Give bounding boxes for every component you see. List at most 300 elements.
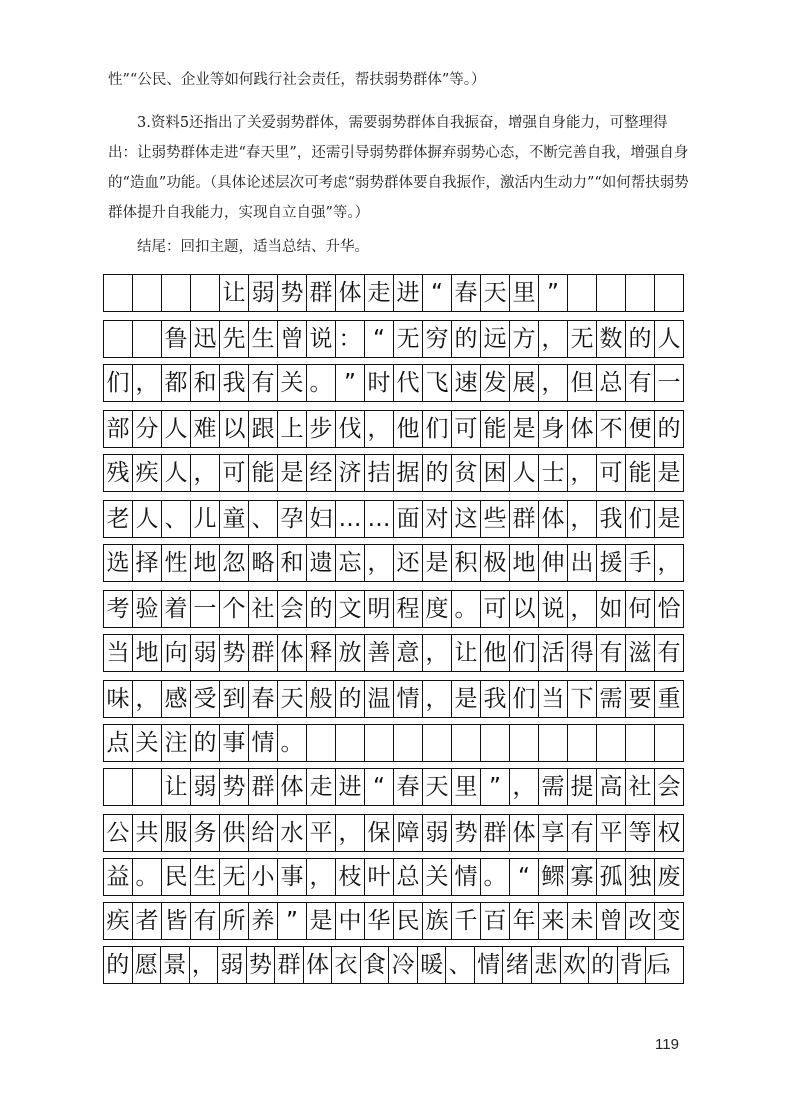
grid-cell: 有 xyxy=(249,365,278,401)
grid-cell: 养 xyxy=(249,903,278,939)
grid-cell: 、 xyxy=(249,501,278,537)
grid-row xyxy=(103,590,684,628)
grid-cell xyxy=(423,725,452,761)
grid-cell: 些 xyxy=(481,501,510,537)
grid-cell: 高 xyxy=(597,769,626,805)
grid-cell: 发 xyxy=(481,365,510,401)
grid-cell: 势 xyxy=(452,815,481,851)
grid-cell: 们 xyxy=(510,681,539,717)
grid-cell: 冷 xyxy=(389,947,418,983)
grid-cell: 益 xyxy=(104,859,133,895)
grid-row xyxy=(103,946,684,984)
grid-row xyxy=(103,544,684,582)
grid-cell: 跟 xyxy=(249,411,278,447)
grid-cell: 体 xyxy=(539,501,568,537)
grid-cell: 。 xyxy=(307,365,336,401)
grid-cell: 体 xyxy=(568,411,597,447)
grid-cell: 度 xyxy=(423,591,452,627)
grid-row xyxy=(103,634,684,672)
grid-cell: 拮 xyxy=(365,455,394,491)
grid-cell: 背 xyxy=(618,947,647,983)
grid-cell xyxy=(646,947,683,983)
grid-cell: 务 xyxy=(191,815,220,851)
grid-cell: ： xyxy=(336,321,365,357)
grid-cell: 总 xyxy=(597,365,626,401)
grid-cell: 代 xyxy=(394,365,423,401)
grid-row xyxy=(103,320,684,358)
grid-cell: 忘 xyxy=(336,545,365,581)
grid-cell: 是 xyxy=(278,455,307,491)
grid-cell: 。 xyxy=(133,859,162,895)
grid-cell: 士 xyxy=(539,455,568,491)
grid-cell: “ xyxy=(423,275,452,311)
grid-cell: 疾 xyxy=(133,455,162,491)
grid-cell: 中 xyxy=(336,903,365,939)
grid-cell: 们 xyxy=(510,635,539,671)
grid-cell: 贫 xyxy=(452,455,481,491)
grid-cell: 春 xyxy=(249,681,278,717)
grid-cell xyxy=(104,769,133,805)
grid-cell: 不 xyxy=(597,411,626,447)
grid-cell: 千 xyxy=(452,903,481,939)
grid-cell: 注 xyxy=(162,725,191,761)
grid-cell xyxy=(365,725,394,761)
grid-cell: ， xyxy=(336,815,365,851)
grid-cell: ， xyxy=(133,681,162,717)
grid-cell: 天 xyxy=(481,275,510,311)
grid-cell: 上 xyxy=(278,411,307,447)
grid-cell: ” xyxy=(539,275,568,311)
grid-cell: 势 xyxy=(220,769,249,805)
grid-cell: 残 xyxy=(104,455,133,491)
grid-cell: ， xyxy=(539,365,568,401)
grid-cell: 共 xyxy=(133,815,162,851)
grid-cell: “ xyxy=(510,859,539,895)
grid-cell: ” xyxy=(481,769,510,805)
grid-cell: 难 xyxy=(191,411,220,447)
grid-cell: 分 xyxy=(133,411,162,447)
grid-cell: 年 xyxy=(510,903,539,939)
grid-cell: 这 xyxy=(452,501,481,537)
grid-cell xyxy=(133,275,162,311)
grid-cell: 手 xyxy=(626,545,655,581)
grid-cell: 所 xyxy=(220,903,249,939)
grid-cell: 人 xyxy=(657,325,681,352)
grid-cell xyxy=(655,725,683,761)
grid-cell: 忽 xyxy=(220,545,249,581)
grid-cell: 情 xyxy=(394,681,423,717)
grid-cell: 愿 xyxy=(133,947,162,983)
grid-cell: 还 xyxy=(394,545,423,581)
grid-row xyxy=(103,902,684,940)
grid-cell: 。 xyxy=(278,725,307,761)
grid-cell: 的 xyxy=(307,591,336,627)
grid-cell: 的 xyxy=(657,415,681,442)
grid-cell xyxy=(568,275,597,311)
grid-cell: ” xyxy=(336,365,365,401)
grid-cell: 意 xyxy=(394,635,423,671)
grid-cell: 下 xyxy=(568,681,597,717)
grid-cell: 可 xyxy=(220,455,249,491)
grid-cell xyxy=(133,769,162,805)
grid-cell: 积 xyxy=(452,545,481,581)
grid-cell: 何 xyxy=(626,591,655,627)
grid-cell: 孕 xyxy=(278,501,307,537)
grid-cell: 以 xyxy=(510,591,539,627)
grid-cell: 关 xyxy=(423,859,452,895)
grid-cell: 对 xyxy=(423,501,452,537)
grid-cell: 社 xyxy=(626,769,655,805)
grid-cell: 方 xyxy=(510,321,539,357)
grid-cell: 情 xyxy=(249,725,278,761)
grid-cell: 地 xyxy=(191,545,220,581)
grid-cell: 事 xyxy=(220,725,249,761)
grid-cell: 他 xyxy=(481,635,510,671)
grid-cell: 一 xyxy=(191,591,220,627)
grid-cell: 当 xyxy=(539,681,568,717)
grid-cell xyxy=(394,725,423,761)
grid-cell: 一 xyxy=(657,369,681,396)
grid-cell: 变 xyxy=(657,907,681,934)
grid-cell: 明 xyxy=(365,591,394,627)
grid-cell: 废 xyxy=(657,863,681,890)
grid-cell: 地 xyxy=(510,545,539,581)
grid-cell: 鳏 xyxy=(539,859,568,895)
grid-cell: 速 xyxy=(452,365,481,401)
grid-cell: 走 xyxy=(307,769,336,805)
grid-cell xyxy=(307,725,336,761)
grid-cell: 远 xyxy=(481,321,510,357)
grid-cell: 。 xyxy=(452,591,481,627)
grid-cell: 平 xyxy=(307,815,336,851)
grid-cell: 里 xyxy=(452,769,481,805)
grid-cell: 性 xyxy=(162,545,191,581)
grid-cell: 温 xyxy=(365,681,394,717)
grid-cell: ， xyxy=(191,455,220,491)
grid-cell: 体 xyxy=(336,275,365,311)
grid-cell: 伸 xyxy=(539,545,568,581)
grid-cell: 弱 xyxy=(191,769,220,805)
grid-cell: 伐 xyxy=(336,411,365,447)
grid-cell: ， xyxy=(365,545,394,581)
grid-cell: 我 xyxy=(220,365,249,401)
grid-cell: 有 xyxy=(191,903,220,939)
grid-cell: 童 xyxy=(220,501,249,537)
grid-cell: 极 xyxy=(481,545,510,581)
grid-cell: ， xyxy=(568,591,597,627)
grid-cell: 般 xyxy=(307,681,336,717)
grid-cell: 弱 xyxy=(218,947,247,983)
grid-cell: 的 xyxy=(589,947,618,983)
grid-cell: 会 xyxy=(657,773,681,800)
grid-cell: 时 xyxy=(365,365,394,401)
grid-cell: 百 xyxy=(481,903,510,939)
grid-cell: 天 xyxy=(278,681,307,717)
grid-cell: 味 xyxy=(104,681,133,717)
grid-cell: 可 xyxy=(481,591,510,627)
grid-cell: 但 xyxy=(568,365,597,401)
grid-cell: 公 xyxy=(104,815,133,851)
grid-cell: 进 xyxy=(336,769,365,805)
grid-cell xyxy=(626,275,655,311)
grid-cell: 势 xyxy=(220,635,249,671)
grid-cell: … xyxy=(365,501,394,537)
grid-cell: 让 xyxy=(162,769,191,805)
grid-cell: 、 xyxy=(446,947,475,983)
grid-cell: 有 xyxy=(597,635,626,671)
grid-cell: 暖 xyxy=(418,947,447,983)
grid-cell: 人 xyxy=(510,455,539,491)
grid-cell: 需 xyxy=(539,769,568,805)
grid-cell: 疾 xyxy=(104,903,133,939)
grid-cell: … xyxy=(336,501,365,537)
grid-cell: 春 xyxy=(394,769,423,805)
grid-row xyxy=(103,410,684,448)
grid-cell: 平 xyxy=(597,815,626,851)
grid-cell: 能 xyxy=(481,411,510,447)
grid-cell: 的 xyxy=(423,455,452,491)
grid-cell: 都 xyxy=(162,365,191,401)
grid-cell: 生 xyxy=(191,859,220,895)
grid-cell: 鲁 xyxy=(162,321,191,357)
grid-cell: 说 xyxy=(307,321,336,357)
grid-cell: 悲 xyxy=(532,947,561,983)
grid-cell: 困 xyxy=(481,455,510,491)
grid-cell: 族 xyxy=(423,903,452,939)
grid-cell: 择 xyxy=(133,545,162,581)
grid-cell xyxy=(626,725,655,761)
grid-cell: 体 xyxy=(278,769,307,805)
grid-cell: 到 xyxy=(220,681,249,717)
grid-cell: 水 xyxy=(278,815,307,851)
grid-cell: 释 xyxy=(307,635,336,671)
grid-cell: 绪 xyxy=(503,947,532,983)
grid-cell: 出 xyxy=(568,545,597,581)
grid-cell: 弱 xyxy=(423,815,452,851)
grid-cell: ， xyxy=(133,365,162,401)
grid-cell: 体 xyxy=(510,815,539,851)
grid-cell: ， xyxy=(568,501,597,537)
grid-cell: 是 xyxy=(657,505,681,532)
grid-cell: 寡 xyxy=(568,859,597,895)
grid-cell: 未 xyxy=(568,903,597,939)
grid-cell: 小 xyxy=(249,859,278,895)
grid-cell: ， xyxy=(657,549,681,576)
grid-cell: 提 xyxy=(568,769,597,805)
grid-cell: 走 xyxy=(365,275,394,311)
grid-cell: 春 xyxy=(452,275,481,311)
grid-cell xyxy=(133,321,162,357)
grid-cell: 保 xyxy=(365,815,394,851)
grid-cell: 需 xyxy=(597,681,626,717)
grid-cell: 皆 xyxy=(162,903,191,939)
grid-cell: 弱 xyxy=(249,275,278,311)
grid-cell: 的 xyxy=(452,321,481,357)
grid-cell: 让 xyxy=(220,275,249,311)
grid-cell: 可 xyxy=(452,411,481,447)
grid-cell: 无 xyxy=(568,321,597,357)
grid-cell: 点 xyxy=(104,725,133,761)
grid-char: ， xyxy=(665,954,684,975)
grid-cell: 是 xyxy=(510,411,539,447)
grid-cell: 迅 xyxy=(191,321,220,357)
grid-row xyxy=(103,680,684,718)
grid-cell: ， xyxy=(190,947,219,983)
grid-cell: 天 xyxy=(423,769,452,805)
grid-cell: 如 xyxy=(597,591,626,627)
grid-cell: 的 xyxy=(191,725,220,761)
grid-cell: 有 xyxy=(626,365,655,401)
grid-cell: 飞 xyxy=(423,365,452,401)
grid-cell: 曾 xyxy=(597,903,626,939)
grid-cell: 。 xyxy=(481,859,510,895)
grid-cell: 体 xyxy=(304,947,333,983)
grid-cell: 地 xyxy=(133,635,162,671)
grid-cell: 衣 xyxy=(332,947,361,983)
intro-paragraph-3: 结尾：回扣主题，适当总结、升华。 xyxy=(137,239,369,255)
grid-cell: 程 xyxy=(394,591,423,627)
grid-row xyxy=(103,724,684,762)
grid-cell: 验 xyxy=(133,591,162,627)
intro-paragraph-2: 3.资料5还指出了关爱弱势群体，需要弱势群体自我振奋，增强自身能力，可整理得出：让弱势群体走进“春天里”，还需引导弱势群体摒弃弱势心态，不断完善自我，增强自身的“造血”功能。（具体论述层次可考虑“弱势群体要自我振作，激活内生动力”“如何帮扶弱势群体提升自我能力，实现自立自强”等。） xyxy=(108,115,689,221)
grid-cell: 说 xyxy=(539,591,568,627)
grid-cell: 能 xyxy=(249,455,278,491)
grid-cell: 关 xyxy=(278,365,307,401)
intro-paragraph-1: 性”“公民、企业等如何践行社会责任，帮扶弱势群体”等。） xyxy=(108,72,486,88)
grid-cell: 享 xyxy=(539,815,568,851)
grid-cell: 们 xyxy=(626,501,655,537)
grid-cell: 步 xyxy=(307,411,336,447)
grid-cell: 受 xyxy=(191,681,220,717)
grid-row xyxy=(103,814,684,852)
grid-cell xyxy=(191,275,220,311)
grid-cell: 情 xyxy=(475,947,504,983)
grid-cell: 权 xyxy=(657,819,681,846)
grid-row xyxy=(103,858,684,896)
grid-cell: 人 xyxy=(162,411,191,447)
grid-cell: 部 xyxy=(104,411,133,447)
grid-cell: 活 xyxy=(539,635,568,671)
grid-cell: ， xyxy=(365,411,394,447)
grid-cell: 景 xyxy=(161,947,190,983)
grid-cell: ， xyxy=(423,635,452,671)
grid-row xyxy=(103,768,684,806)
grid-cell: 据 xyxy=(394,455,423,491)
grid-cell xyxy=(568,725,597,761)
grid-cell: 便 xyxy=(626,411,655,447)
grid-cell xyxy=(539,725,568,761)
grid-cell: 能 xyxy=(626,455,655,491)
grid-cell: 欢 xyxy=(561,947,590,983)
grid-cell: 食 xyxy=(361,947,390,983)
grid-cell: 给 xyxy=(249,815,278,851)
grid-cell: 们 xyxy=(423,411,452,447)
grid-cell: 略 xyxy=(249,545,278,581)
grid-cell: 服 xyxy=(162,815,191,851)
grid-cell: “ xyxy=(365,321,394,357)
grid-cell: 会 xyxy=(278,591,307,627)
grid-cell: 先 xyxy=(220,321,249,357)
grid-cell: 和 xyxy=(191,365,220,401)
grid-cell: 来 xyxy=(539,903,568,939)
grid-cell: 和 xyxy=(278,545,307,581)
grid-cell: 我 xyxy=(597,501,626,537)
grid-cell: 是 xyxy=(423,545,452,581)
grid-cell: 选 xyxy=(104,545,133,581)
grid-cell: 障 xyxy=(394,815,423,851)
grid-cell: 独 xyxy=(626,859,655,895)
grid-cell: 群 xyxy=(275,947,304,983)
grid-cell: 的 xyxy=(336,681,365,717)
grid-cell: 老 xyxy=(104,501,133,537)
grid-cell: ， xyxy=(510,769,539,805)
grid-row xyxy=(103,274,684,312)
grid-cell: 供 xyxy=(220,815,249,851)
grid-cell: 有 xyxy=(568,815,597,851)
grid-cell: 群 xyxy=(249,635,278,671)
grid-cell: 济 xyxy=(336,455,365,491)
grid-cell: 孤 xyxy=(597,859,626,895)
grid-cell: 民 xyxy=(162,859,191,895)
grid-cell: 群 xyxy=(249,769,278,805)
grid-cell: 生 xyxy=(249,321,278,357)
grid-cell: 善 xyxy=(365,635,394,671)
grid-cell: 华 xyxy=(365,903,394,939)
grid-row xyxy=(103,364,684,402)
grid-cell: 是 xyxy=(657,459,681,486)
grid-cell: 社 xyxy=(249,591,278,627)
grid-cell: 是 xyxy=(452,681,481,717)
grid-cell: 的 xyxy=(104,947,133,983)
grid-cell: 可 xyxy=(597,455,626,491)
grid-cell: ， xyxy=(568,455,597,491)
grid-cell: 展 xyxy=(510,365,539,401)
grid-cell: 我 xyxy=(481,681,510,717)
grid-cell: 人 xyxy=(133,501,162,537)
grid-cell xyxy=(655,275,683,311)
grid-cell: 感 xyxy=(162,681,191,717)
grid-cell: 里 xyxy=(510,275,539,311)
grid-char: 后 xyxy=(646,951,670,978)
grid-cell: 进 xyxy=(394,275,423,311)
grid-cell: ” xyxy=(278,903,307,939)
grid-cell: 援 xyxy=(597,545,626,581)
grid-cell: 是 xyxy=(307,903,336,939)
grid-cell: 们 xyxy=(104,365,133,401)
grid-cell: 关 xyxy=(133,725,162,761)
grid-cell: 遗 xyxy=(307,545,336,581)
grid-cell: 叶 xyxy=(365,859,394,895)
grid-cell xyxy=(481,725,510,761)
grid-cell: 群 xyxy=(307,275,336,311)
grid-cell: ， xyxy=(307,859,336,895)
grid-cell xyxy=(510,725,539,761)
grid-cell: 以 xyxy=(220,411,249,447)
grid-cell: ， xyxy=(539,321,568,357)
grid-cell: 等 xyxy=(626,815,655,851)
grid-cell: 他 xyxy=(394,411,423,447)
grid-cell: 改 xyxy=(626,903,655,939)
grid-cell: 弱 xyxy=(191,635,220,671)
grid-cell xyxy=(597,275,626,311)
grid-cell: 滋 xyxy=(626,635,655,671)
grid-cell: 重 xyxy=(657,685,681,712)
grid-cell: ， xyxy=(423,681,452,717)
grid-cell: 民 xyxy=(394,903,423,939)
grid-cell: “ xyxy=(365,769,394,805)
grid-cell xyxy=(104,321,133,357)
grid-cell: 当 xyxy=(104,635,133,671)
